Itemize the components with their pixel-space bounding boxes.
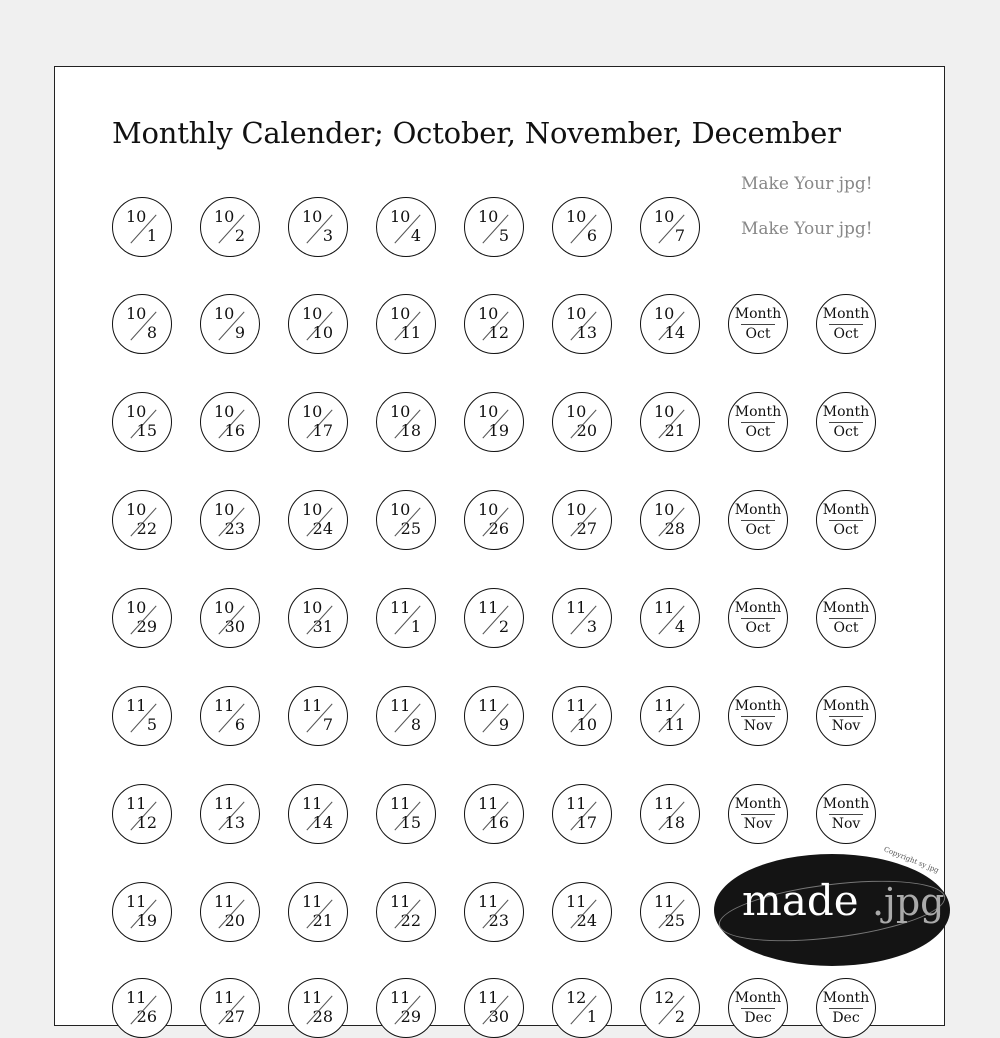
month-circle	[728, 588, 788, 648]
date-month: 11	[478, 794, 499, 813]
month-label: Month	[734, 698, 782, 714]
month-divider	[741, 1008, 775, 1009]
date-day: 4	[674, 617, 685, 636]
date-day: 16	[224, 421, 245, 440]
date-day: 21	[664, 421, 685, 440]
month-circle	[728, 490, 788, 550]
promo-note: Make Your jpg!	[741, 174, 873, 194]
date-circle	[552, 392, 612, 452]
date-circle	[552, 197, 612, 257]
date-day: 17	[312, 421, 333, 440]
date-circle	[464, 294, 524, 354]
date-month: 11	[126, 794, 147, 813]
date-day: 23	[224, 519, 245, 538]
date-day: 8	[410, 715, 421, 734]
date-month: 11	[566, 892, 587, 911]
month-divider	[829, 422, 863, 423]
date-circle	[640, 978, 700, 1038]
date-month: 10	[302, 304, 323, 323]
date-month: 10	[126, 304, 147, 323]
date-month: 11	[390, 892, 411, 911]
date-day: 9	[498, 715, 509, 734]
month-divider	[741, 814, 775, 815]
date-circle	[288, 784, 348, 844]
month-circle	[816, 490, 876, 550]
month-divider	[741, 520, 775, 521]
date-circle	[464, 784, 524, 844]
date-day: 1	[146, 226, 157, 245]
date-month: 11	[390, 988, 411, 1007]
date-month: 10	[126, 207, 147, 226]
date-month: 11	[478, 892, 499, 911]
date-day: 5	[146, 715, 157, 734]
date-circle	[288, 588, 348, 648]
date-month: 11	[302, 892, 323, 911]
logo-word: made	[742, 876, 859, 925]
month-divider	[829, 716, 863, 717]
date-circle	[376, 588, 436, 648]
date-day: 6	[234, 715, 245, 734]
date-circle	[640, 686, 700, 746]
date-circle	[200, 294, 260, 354]
month-name: Oct	[833, 326, 859, 342]
date-day: 27	[576, 519, 597, 538]
date-day: 20	[576, 421, 597, 440]
month-name: Nov	[831, 718, 861, 734]
date-circle	[552, 882, 612, 942]
date-circle	[552, 588, 612, 648]
date-circle	[640, 588, 700, 648]
date-day: 8	[146, 323, 157, 342]
month-label: Month	[822, 698, 870, 714]
date-day: 22	[400, 911, 421, 930]
date-month: 10	[566, 304, 587, 323]
date-month: 11	[478, 988, 499, 1007]
date-month: 10	[654, 402, 675, 421]
date-month: 11	[302, 696, 323, 715]
date-circle	[112, 197, 172, 257]
date-day: 3	[322, 226, 333, 245]
date-day: 30	[224, 617, 245, 636]
date-month: 11	[654, 794, 675, 813]
date-circle	[288, 686, 348, 746]
month-name: Oct	[833, 620, 859, 636]
date-month: 10	[654, 304, 675, 323]
date-circle	[288, 294, 348, 354]
date-circle	[200, 392, 260, 452]
month-label: Month	[822, 306, 870, 322]
month-name: Nov	[831, 816, 861, 832]
date-circle	[640, 197, 700, 257]
date-month: 11	[214, 892, 235, 911]
date-month: 11	[214, 696, 235, 715]
date-month: 10	[214, 598, 235, 617]
date-circle	[200, 490, 260, 550]
date-month: 11	[302, 988, 323, 1007]
month-label: Month	[734, 600, 782, 616]
date-circle	[376, 294, 436, 354]
date-day: 20	[224, 911, 245, 930]
date-circle	[552, 686, 612, 746]
date-month: 11	[126, 988, 147, 1007]
date-circle	[200, 882, 260, 942]
date-day: 29	[400, 1007, 421, 1026]
date-day: 23	[488, 911, 509, 930]
date-day: 5	[498, 226, 509, 245]
date-day: 25	[400, 519, 421, 538]
date-month: 11	[390, 696, 411, 715]
date-day: 7	[674, 226, 685, 245]
date-day: 10	[576, 715, 597, 734]
date-circle	[200, 197, 260, 257]
date-month: 11	[126, 892, 147, 911]
date-month: 11	[214, 794, 235, 813]
date-circle	[112, 588, 172, 648]
month-name: Nov	[743, 718, 773, 734]
month-name: Oct	[745, 620, 771, 636]
date-month: 11	[654, 892, 675, 911]
date-month: 10	[478, 402, 499, 421]
date-month: 10	[654, 207, 675, 226]
date-month: 10	[126, 402, 147, 421]
month-label: Month	[734, 990, 782, 1006]
date-circle	[376, 978, 436, 1038]
date-circle	[640, 882, 700, 942]
date-circle	[376, 392, 436, 452]
date-day: 14	[664, 323, 685, 342]
date-month: 10	[214, 402, 235, 421]
month-circle	[728, 294, 788, 354]
month-circle	[728, 686, 788, 746]
date-circle	[200, 978, 260, 1038]
date-day: 1	[410, 617, 421, 636]
date-circle	[112, 978, 172, 1038]
date-day: 13	[576, 323, 597, 342]
date-month: 10	[390, 402, 411, 421]
date-circle	[288, 392, 348, 452]
date-day: 19	[488, 421, 509, 440]
month-divider	[741, 618, 775, 619]
date-day: 26	[136, 1007, 157, 1026]
date-circle	[552, 294, 612, 354]
date-circle	[288, 197, 348, 257]
date-month: 10	[302, 598, 323, 617]
logo-extension: .jpg	[871, 880, 945, 924]
date-month: 10	[214, 207, 235, 226]
date-month: 10	[654, 500, 675, 519]
date-month: 10	[126, 500, 147, 519]
month-circle	[816, 294, 876, 354]
date-day: 10	[312, 323, 333, 342]
date-day: 21	[312, 911, 333, 930]
date-month: 10	[302, 500, 323, 519]
date-day: 17	[576, 813, 597, 832]
logo-wordmark	[742, 876, 945, 925]
date-circle	[288, 882, 348, 942]
date-day: 16	[488, 813, 509, 832]
date-circle	[376, 686, 436, 746]
date-month: 10	[478, 304, 499, 323]
month-circle	[816, 588, 876, 648]
date-month: 11	[566, 696, 587, 715]
promo-note: Make Your jpg!	[741, 219, 873, 239]
date-day: 12	[136, 813, 157, 832]
made-jpg-logo	[714, 845, 950, 966]
date-month: 10	[566, 207, 587, 226]
date-day: 11	[400, 323, 421, 342]
date-month: 11	[214, 988, 235, 1007]
date-month: 11	[478, 696, 499, 715]
month-name: Oct	[745, 326, 771, 342]
date-day: 1	[586, 1007, 597, 1026]
month-label: Month	[822, 796, 870, 812]
date-month: 11	[654, 598, 675, 617]
date-day: 11	[664, 715, 685, 734]
date-day: 15	[400, 813, 421, 832]
date-circle	[640, 392, 700, 452]
month-divider	[741, 324, 775, 325]
date-circle	[112, 882, 172, 942]
date-circle	[464, 978, 524, 1038]
date-circle	[112, 686, 172, 746]
date-month: 10	[478, 500, 499, 519]
date-month: 10	[478, 207, 499, 226]
month-circle	[816, 686, 876, 746]
date-day: 2	[674, 1007, 685, 1026]
month-circle	[816, 784, 876, 844]
date-circle	[112, 392, 172, 452]
month-name: Dec	[832, 1010, 860, 1026]
month-name: Dec	[744, 1010, 772, 1026]
month-label: Month	[822, 502, 870, 518]
month-label: Month	[734, 502, 782, 518]
month-circle	[816, 392, 876, 452]
date-month: 11	[390, 598, 411, 617]
date-circle	[200, 588, 260, 648]
date-month: 11	[566, 794, 587, 813]
date-circle	[552, 784, 612, 844]
date-month: 11	[654, 696, 675, 715]
date-month: 10	[302, 402, 323, 421]
date-circle	[376, 197, 436, 257]
month-circle	[728, 978, 788, 1038]
date-month: 11	[302, 794, 323, 813]
month-circle	[728, 784, 788, 844]
date-day: 13	[224, 813, 245, 832]
date-day: 18	[400, 421, 421, 440]
date-circle	[464, 392, 524, 452]
date-circle	[552, 978, 612, 1038]
date-month: 11	[478, 598, 499, 617]
month-divider	[829, 618, 863, 619]
month-name: Oct	[833, 424, 859, 440]
month-label: Month	[822, 600, 870, 616]
date-day: 25	[664, 911, 685, 930]
date-day: 30	[488, 1007, 509, 1026]
date-month: 10	[214, 304, 235, 323]
date-month: 11	[566, 598, 587, 617]
date-circle	[112, 490, 172, 550]
date-circle	[112, 784, 172, 844]
date-day: 15	[136, 421, 157, 440]
month-label: Month	[822, 990, 870, 1006]
month-name: Oct	[745, 424, 771, 440]
date-circle	[464, 197, 524, 257]
date-day: 22	[136, 519, 157, 538]
date-circle	[552, 490, 612, 550]
month-label: Month	[822, 404, 870, 420]
month-label: Month	[734, 404, 782, 420]
logo-copyright: Copyright sy jpg	[882, 845, 940, 875]
date-circle	[464, 686, 524, 746]
date-day: 2	[234, 226, 245, 245]
date-day: 2	[498, 617, 509, 636]
date-day: 27	[224, 1007, 245, 1026]
date-day: 3	[586, 617, 597, 636]
month-divider	[741, 422, 775, 423]
month-divider	[741, 716, 775, 717]
date-circle	[288, 978, 348, 1038]
date-month: 11	[126, 696, 147, 715]
date-circle	[200, 686, 260, 746]
date-circle	[640, 784, 700, 844]
date-month: 10	[214, 500, 235, 519]
page-title: Monthly Calender; October, November, December	[112, 116, 841, 150]
month-divider	[829, 1008, 863, 1009]
date-month: 10	[390, 207, 411, 226]
date-circle	[464, 588, 524, 648]
month-label: Month	[734, 306, 782, 322]
month-circle	[816, 978, 876, 1038]
date-month: 10	[390, 500, 411, 519]
date-month: 11	[390, 794, 411, 813]
month-divider	[829, 324, 863, 325]
date-day: 29	[136, 617, 157, 636]
date-circle	[464, 490, 524, 550]
date-day: 19	[136, 911, 157, 930]
date-month: 10	[566, 500, 587, 519]
date-day: 31	[312, 617, 333, 636]
month-name: Oct	[745, 522, 771, 538]
date-circle	[464, 882, 524, 942]
date-circle	[376, 784, 436, 844]
date-month: 10	[566, 402, 587, 421]
date-month: 10	[126, 598, 147, 617]
date-day: 18	[664, 813, 685, 832]
date-day: 24	[312, 519, 333, 538]
date-day: 9	[234, 323, 245, 342]
date-circle	[640, 490, 700, 550]
month-name: Nov	[743, 816, 773, 832]
date-circle	[288, 490, 348, 550]
date-day: 28	[664, 519, 685, 538]
date-month: 12	[654, 988, 675, 1007]
date-circle	[112, 294, 172, 354]
date-circle	[200, 784, 260, 844]
date-day: 26	[488, 519, 509, 538]
date-day: 6	[586, 226, 597, 245]
month-name: Oct	[833, 522, 859, 538]
month-divider	[829, 520, 863, 521]
date-month: 12	[566, 988, 587, 1007]
month-divider	[829, 814, 863, 815]
date-circle	[376, 882, 436, 942]
date-day: 7	[322, 715, 333, 734]
date-circle	[376, 490, 436, 550]
date-day: 14	[312, 813, 333, 832]
date-day: 28	[312, 1007, 333, 1026]
date-circle	[640, 294, 700, 354]
date-day: 4	[410, 226, 421, 245]
date-month: 10	[390, 304, 411, 323]
date-day: 24	[576, 911, 597, 930]
date-day: 12	[488, 323, 509, 342]
date-month: 10	[302, 207, 323, 226]
month-circle	[728, 392, 788, 452]
month-label: Month	[734, 796, 782, 812]
